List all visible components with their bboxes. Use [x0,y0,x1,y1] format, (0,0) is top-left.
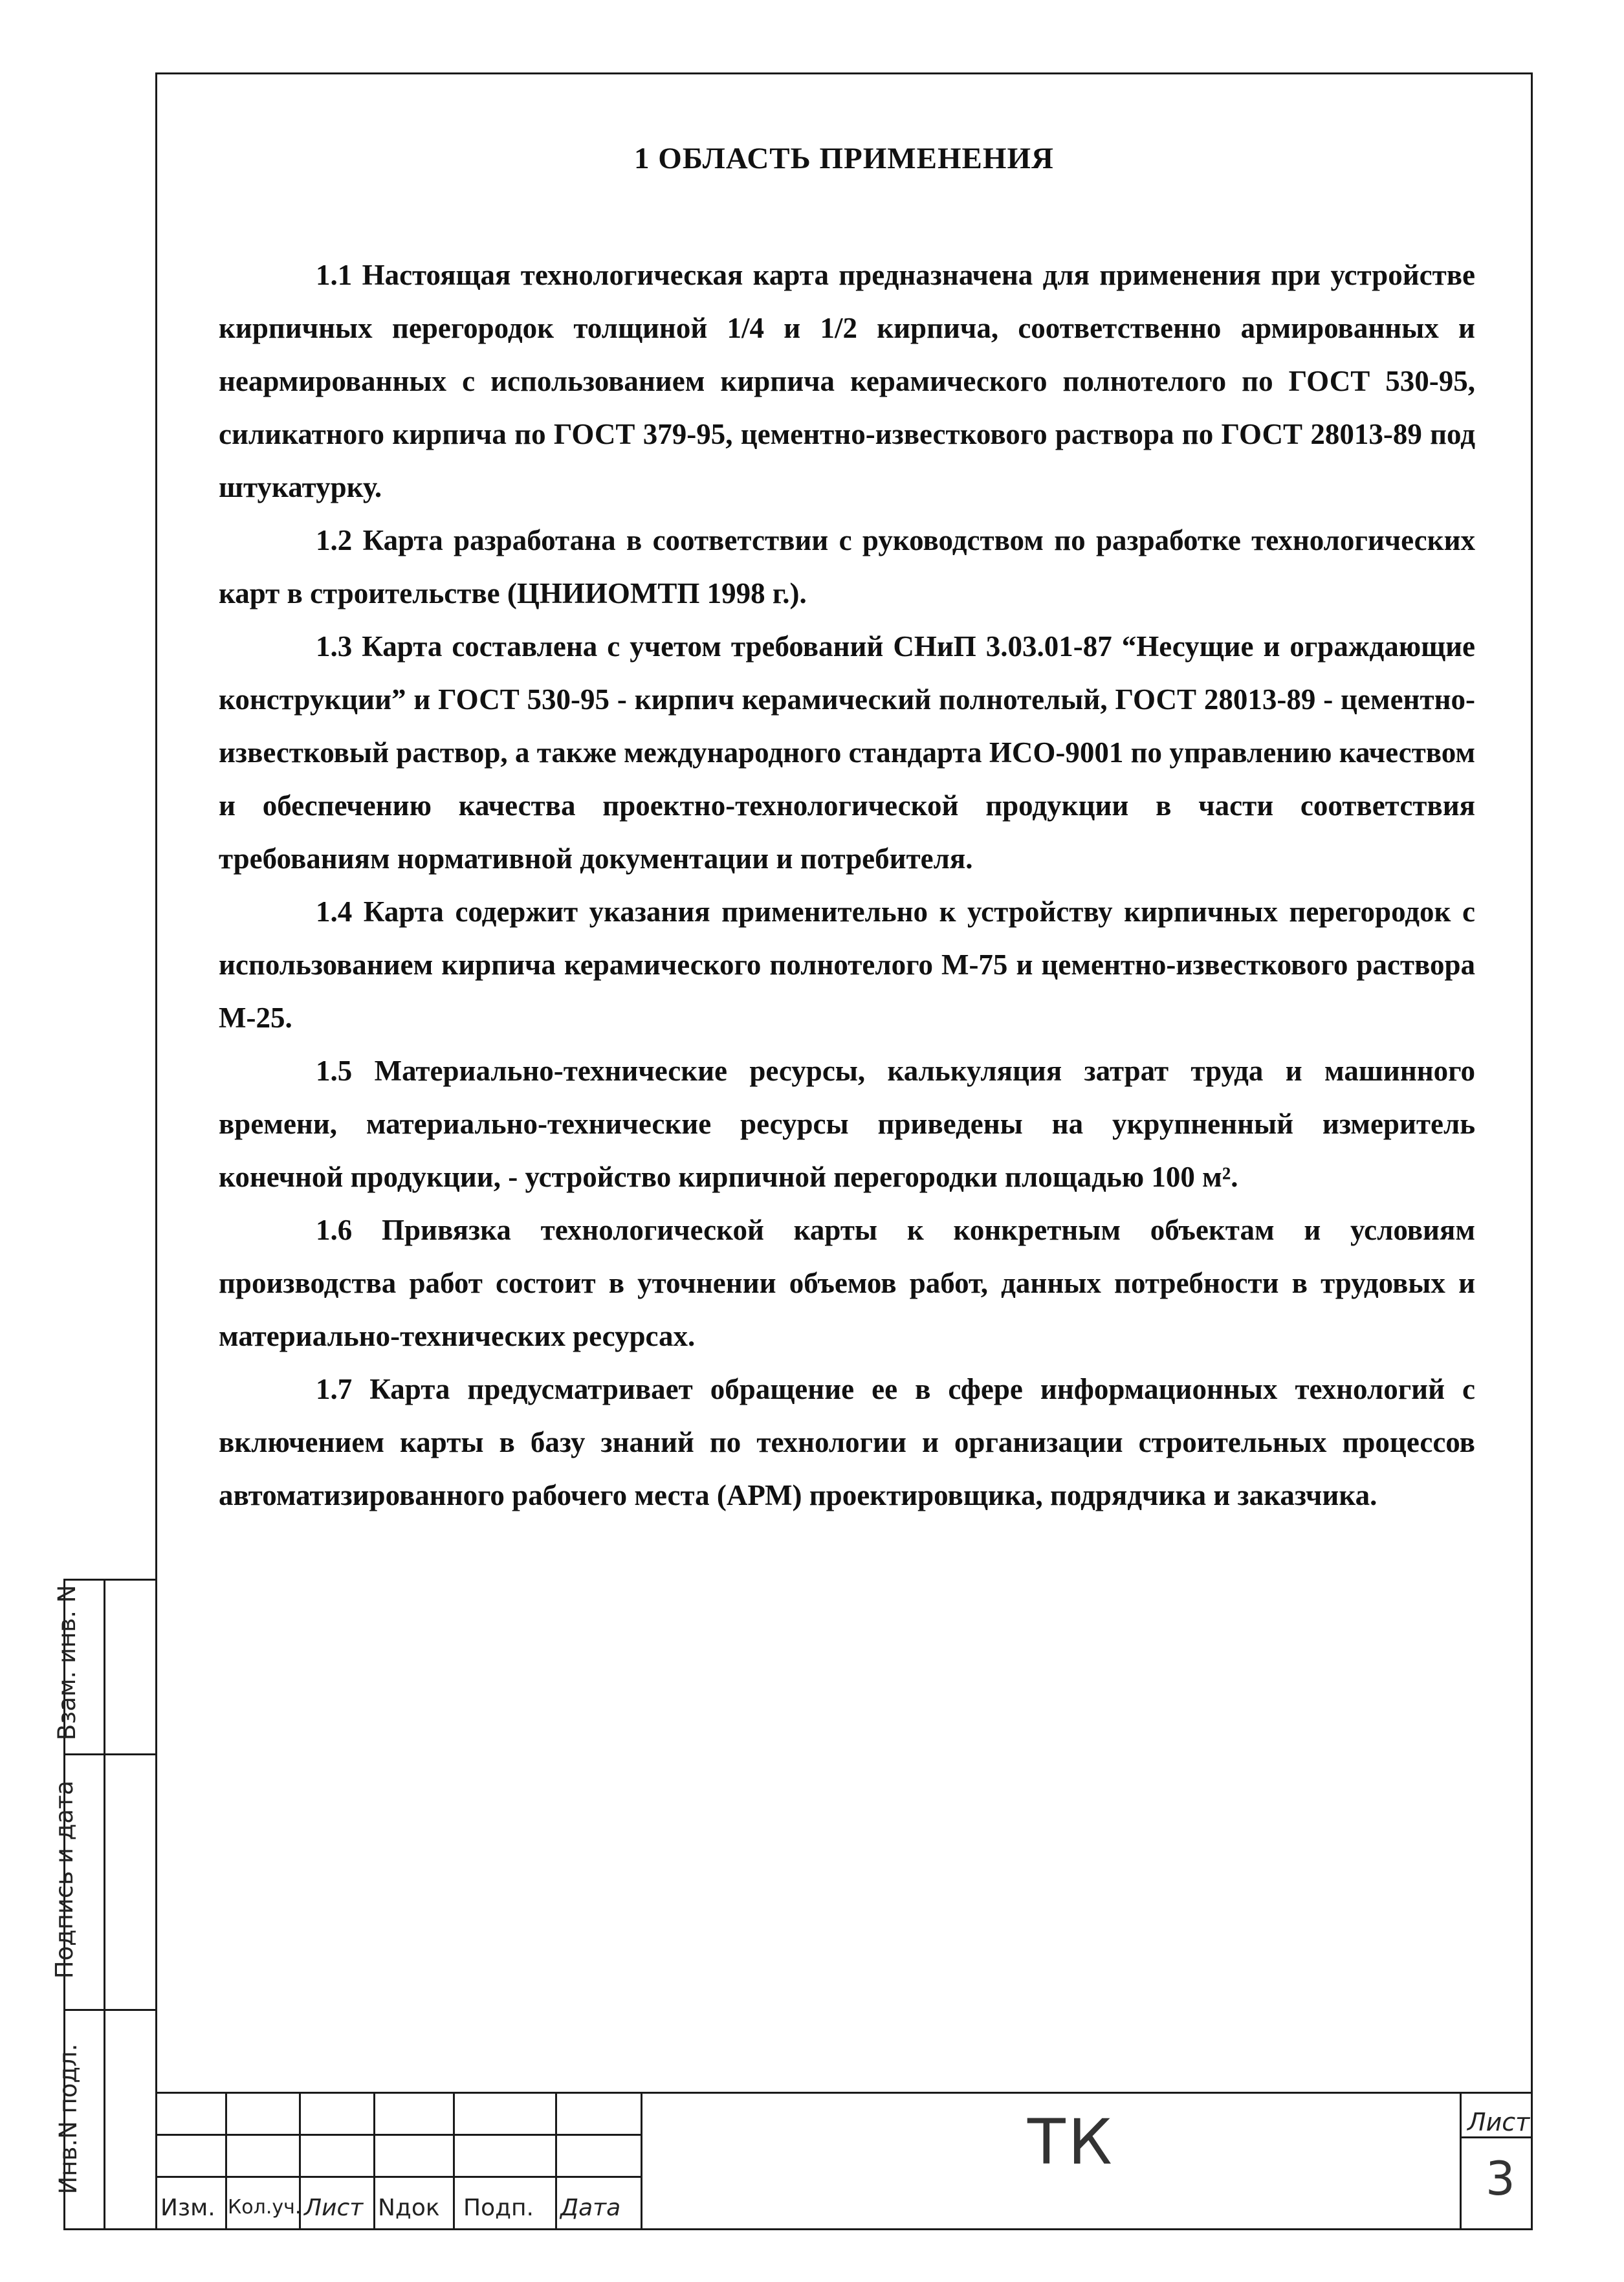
side-stamp-divider [63,2009,155,2011]
paragraph-1-4: 1.4 Карта содержит указания применительно к устройству кирпичных перегородок с использованием кирпича керамического полнотелого М-75 и цементно-известкового раствора М-25. [219,895,1475,1034]
title-block-col-line [555,2092,557,2230]
title-block-col-line [453,2092,455,2230]
title-block-sheet-label: Лист [1467,2108,1530,2136]
paragraph-1-3: 1.3 Карта составлена с учетом требований СНиП 3.03.01-87 “Несущие и ограждающие конструкции” и ГОСТ 530-95 - кирпич керамический полнотелый, ГОСТ 28013-89 - цементно-известковый раствор, а также международного стандарта ИСО-9001 по управлению качеством и обеспечению качества проектно-технологической продукции в части соответствия требованиям нормативной документации и потребителя. [219,630,1475,875]
title-block-data: Дата [560,2195,621,2221]
paragraph-1-2: 1.2 Карта разработана в соответствии с руководством по разработке технологических карт в строительстве (ЦНИИОМТП 1998 г.). [219,524,1475,609]
paragraph-1-5: 1.5 Материально-технические ресурсы, калькуляция затрат труда и машинного времени, материально-технические ресурсы приведены на укрупненный измеритель конечной продукции, - устройство кирпичной перегородки площадью 100 м². [219,1055,1475,1193]
paragraph-1-7: 1.7 Карта предусматривает обращение ее в сфере информационных технологий с включением карты в базу знаний по технологии и организации строительных процессов автоматизированного рабочего места (АРМ) проектировщика, подрядчика и заказчика. [219,1373,1475,1511]
title-block-top-line [155,2092,1533,2094]
title-block-ndok: Nдок [378,2195,440,2221]
title-block-sheet-number: 3 [1486,2151,1515,2206]
title-block-kol-uch: Кол.уч. [228,2196,302,2219]
side-stamp-inner-line [104,1579,105,2230]
title-block-col-line [373,2092,375,2230]
side-label-podpis-data: Подпись и дата [50,1780,78,1979]
body-text [219,248,1475,1522]
side-label-inv-podl: Инв.N подл. [54,2043,82,2195]
title-block-row-line [155,2134,641,2136]
title-block-col-line [1460,2092,1462,2230]
paragraph-1-1: 1.1 Настоящая технологическая карта предназначена для применения при устройстве кирпичных перегородок толщиной 1/4 и 1/2 кирпича, соответственно армированных и неармированных с использованием кирпича керамического полнотелого по ГОСТ 530-95, силикатного кирпича по ГОСТ 379-95, цементно-известкового раствора по ГОСТ 28013-89 под штукатурку. [219,259,1475,503]
title-block-code: ТК [1027,2106,1115,2178]
title-block-col-line [641,2092,642,2230]
title-block-row-line [155,2176,641,2178]
side-stamp-divider [63,1753,155,1755]
title-block-podp: Подп. [463,2195,534,2221]
side-label-vzam-inv: Взам. инв. N [53,1585,81,1740]
title-block-col-line [225,2092,227,2230]
title-block-sheet-line [1460,2136,1533,2138]
section-heading: 1 ОБЛАСТЬ ПРИМЕНЕНИЯ [634,142,1054,175]
paragraph-1-6: 1.6 Привязка технологической карты к конкретным объектам и условиям производства работ состоит в уточнении объемов работ, данных потребности в трудовых и материально-технических ресурсах. [219,1214,1475,1352]
title-block-izm: Изм. [160,2195,215,2221]
title-block-list: Лист [304,2195,364,2221]
